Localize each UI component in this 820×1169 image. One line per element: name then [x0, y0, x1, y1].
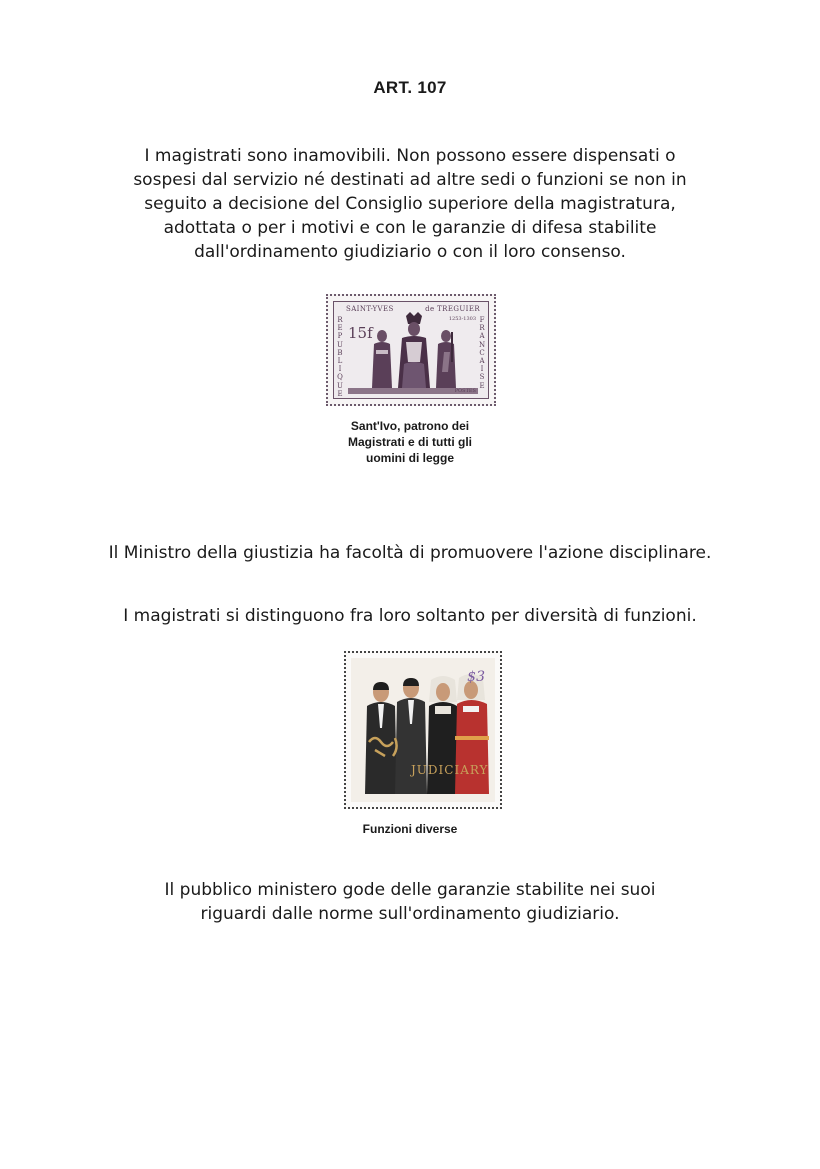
paragraph-line: adottata o per i motivi e con le garanzie di difesa stabilite	[163, 218, 657, 238]
paragraph-line: Il pubblico ministero gode delle garanzie stabilite nei suoi	[164, 880, 656, 900]
judiciary-stamp	[344, 651, 502, 809]
paragraph-line: dall'ordinamento giudiziario o con il loro consenso.	[194, 242, 626, 262]
paragraph-line: seguito a decisione del Consiglio superiore della magistratura,	[144, 194, 676, 214]
stamp-country-right: F R A N C A I S E	[478, 316, 486, 390]
paragraph-line: riguardi dalle norme sull'ordinamento giudiziario.	[200, 904, 620, 924]
stamp-word: JUDICIARY	[411, 763, 489, 777]
stamp-image-area	[351, 658, 495, 802]
paragraph-line: sospesi dal servizio né destinati ad altre sedi o funzioni se non in	[133, 170, 687, 190]
judiciary-caption: Funzioni diverse	[362, 822, 458, 836]
saint-yves-caption	[320, 418, 500, 466]
stamp-place-name: de TREGUIER	[425, 305, 480, 313]
article-title: ART. 107	[373, 78, 447, 97]
stamp-years: 1253-1303	[448, 316, 476, 322]
stamp-value: 15f	[348, 324, 373, 342]
stamp-saint-name: SAINT-YVES	[346, 305, 394, 313]
caption-line: Magistrati e di tutti gli	[347, 435, 472, 449]
paragraph-tenure	[60, 144, 760, 264]
stamp-value: $3	[467, 669, 485, 685]
caption-line: uomini di legge	[365, 451, 454, 465]
paragraph-line: I magistrati sono inamovibili. Non possono essere dispensati o	[144, 146, 676, 166]
paragraph-functions: I magistrati si distinguono fra loro soltanto per diversità di funzioni.	[123, 606, 697, 626]
paragraph-minister: Il Ministro della giustizia ha facoltà di promuovere l'azione disciplinare.	[108, 543, 712, 563]
caption-line: Sant'Ivo, patrono dei	[350, 419, 470, 433]
stamp-postes: POSTES	[454, 388, 476, 394]
stamp-country-left: R E P U B L I Q U E	[337, 316, 343, 398]
saint-yves-stamp	[326, 294, 496, 406]
stamp-frame	[333, 301, 489, 399]
paragraph-public-prosecutor	[60, 878, 760, 926]
